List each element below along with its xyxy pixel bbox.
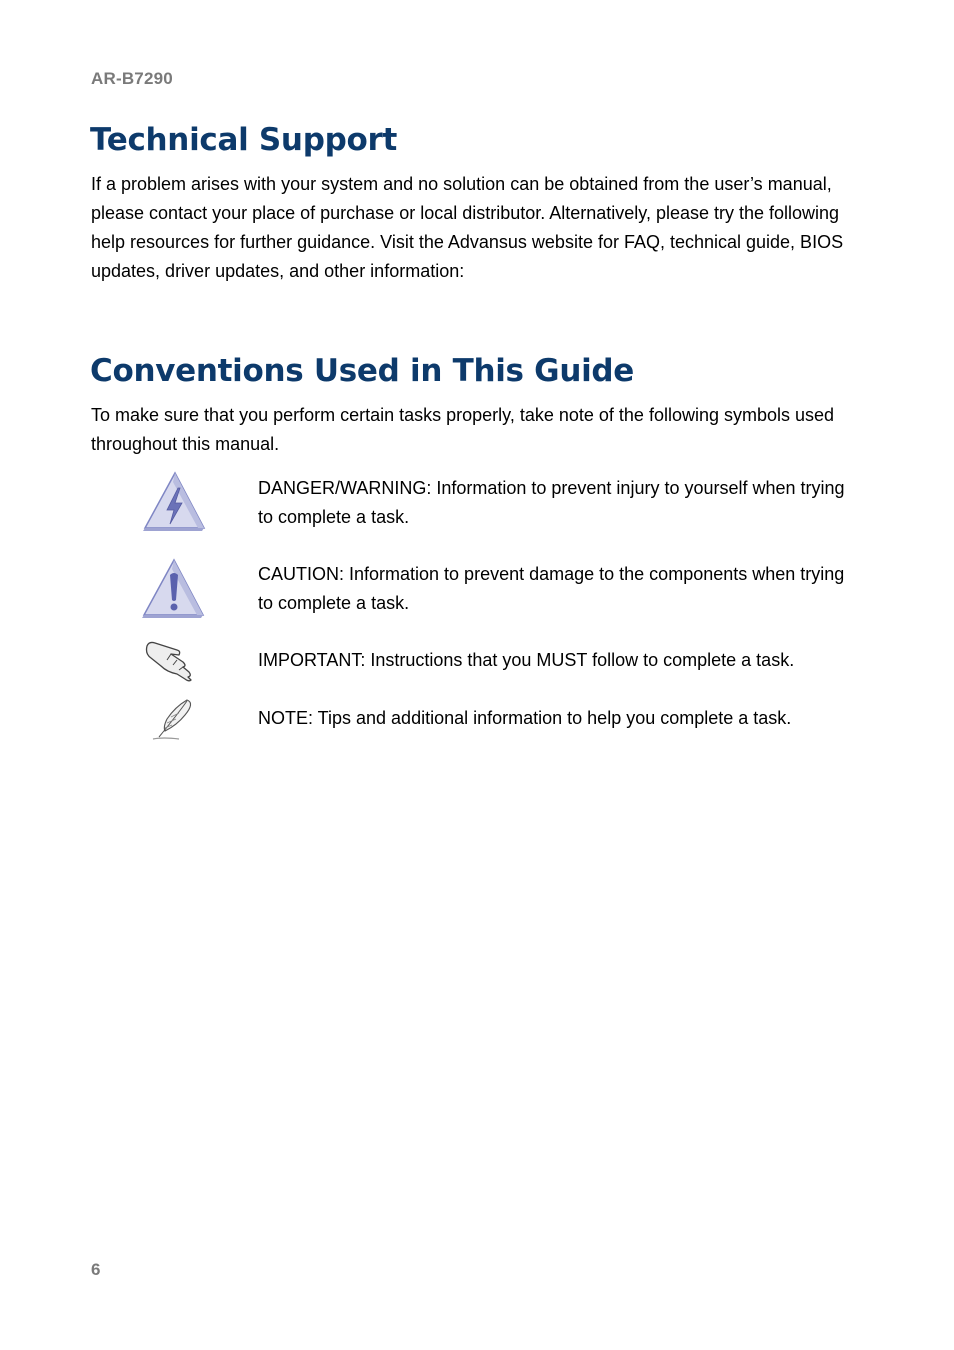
- technical-support-body: If a problem arises with your system and no solution can be obtained from the user’s manual, please contact your place of purchase or local distributor. Alternatively, please try the following help resources for further guidance. Visit the Advansus website for FAQ, technical guide, BIOS updates, driver updates, and other information:: [91, 174, 844, 281]
- page-number: 6: [91, 1260, 101, 1279]
- caution-icon: [137, 557, 211, 621]
- conventions-intro: To make sure that you perform certain tasks properly, take note of the following symbols used throughout this manual.: [91, 405, 835, 454]
- convention-text-caution: CAUTION: Information to prevent damage to the components when trying to complete a task.: [258, 564, 845, 613]
- conventions-title: Conventions Used in This Guide: [90, 353, 635, 389]
- note-feather-icon: [137, 697, 211, 743]
- technical-support-title: Technical Support: [90, 122, 397, 158]
- danger-warning-icon: [137, 470, 211, 534]
- important-hand-icon: [137, 636, 211, 682]
- document-model-header: AR-B7290: [91, 69, 173, 88]
- convention-text-note: NOTE: Tips and additional information to help you complete a task.: [258, 708, 792, 728]
- convention-text-danger: DANGER/WARNING: Information to prevent injury to yourself when trying to complete a task.: [258, 478, 845, 527]
- convention-text-important: IMPORTANT: Instructions that you MUST follow to complete a task.: [258, 650, 795, 670]
